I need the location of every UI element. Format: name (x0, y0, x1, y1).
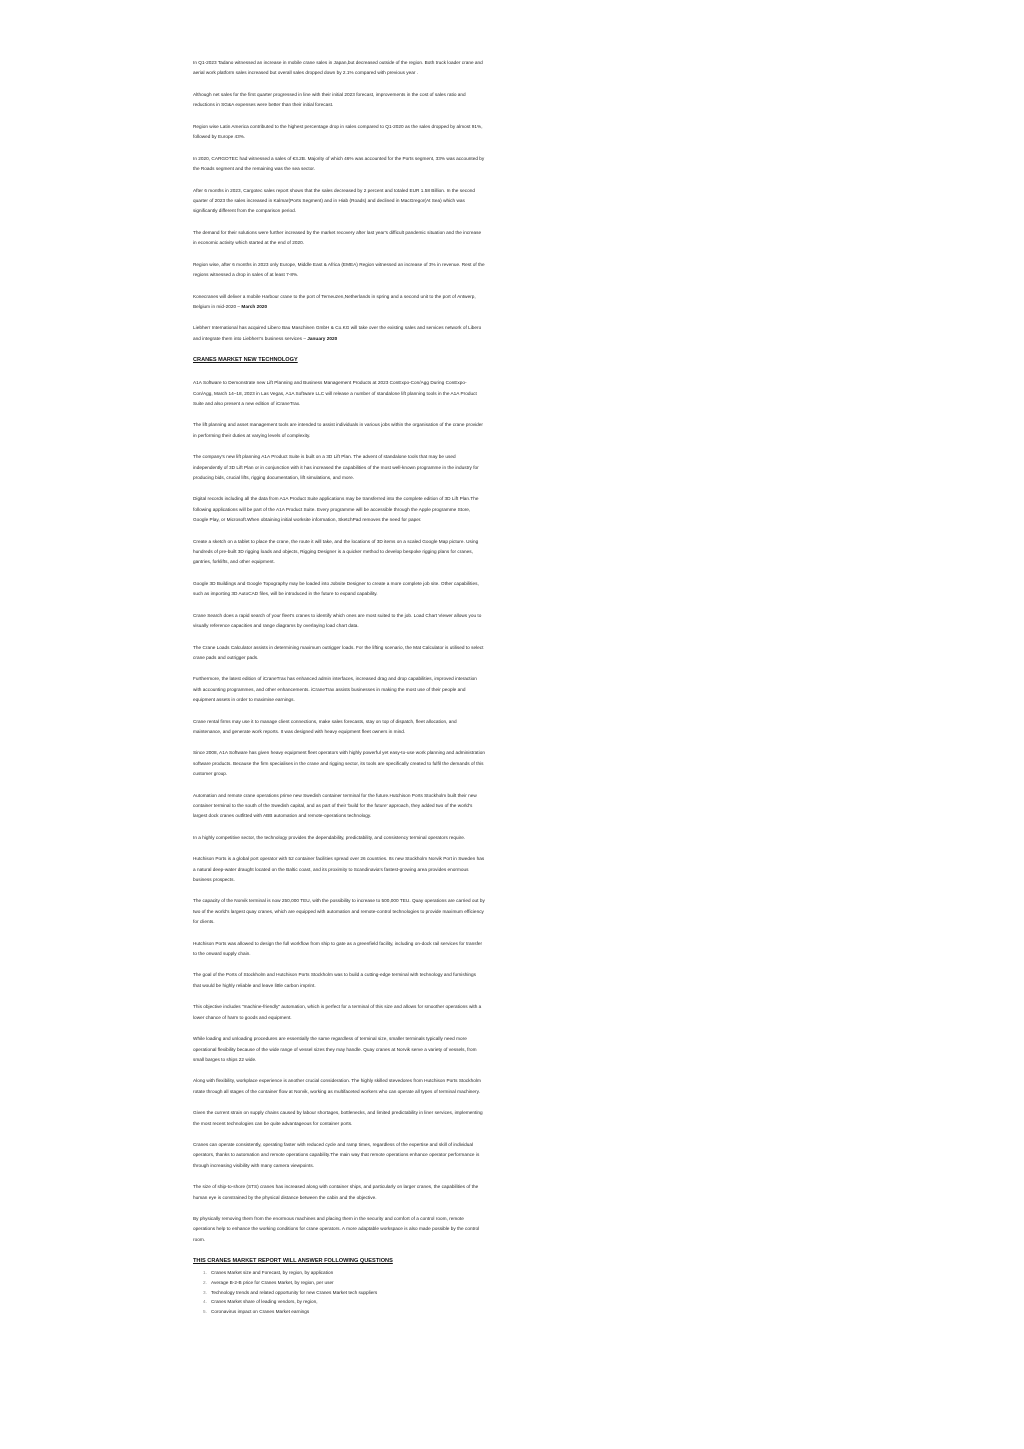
konecranes-paragraph (193, 292, 485, 312)
paragraph: The demand for their solutions were further increased by the market recovery after last year's difficult pandemic situation and the increase in economic activity which started at the end of 2020. (193, 229, 482, 245)
liebherr-paragraph (193, 323, 485, 343)
paragraph: Digital records including all the data from A1A Product Suite applications may be transferred into the complete edition of 3D Lift Plan.The following applications will be part of the A1A Product Suite. Every programme will be accessible through the Apple programme Store, Google Play, or Microsoft.When obtaining initial worksite information, SketchPad removes the need for paper. (193, 496, 479, 522)
paragraph: Hutchison Ports was allowed to design the full workflow from ship to gate as a greenfield facility, including on-dock rail services for transfer to the onward supply chain. (193, 940, 483, 956)
paragraph: Along with flexibility, workplace experience is another crucial consideration. The highly skilled stevedores from Hutchison Ports Stockholm rotate through all stages of the container flow at Norvik, working as multifaceted workers who can operate all types of terminal machinery. (193, 1078, 481, 1094)
paragraph: Automation and remote crane operations prime new Swedish container terminal for the future.Hutchison Ports Stockholm built their new container terminal to the south of the Swedish capital, and as part of their 'build for the future' approach, they added two of the world's largest dock cranes outfitted with ABB automation and remote-operations technology. (193, 792, 477, 818)
section-heading-technology: CRANES MARKET NEW TECHNOLOGY (193, 357, 298, 364)
paragraph: This objective includes "machine-friendly" automation, which is perfect for a terminal of this size and allows for smoother operations with a lower chance of harm to goods and equipment. (193, 1004, 482, 1020)
paragraph: Hutchison Ports is a global port operator with 52 container facilities spread over 26 countries. Its new Stockholm Norvik Port in Sweden has a natural deep-water draught located on the Baltic coast, and its proximity to Scandinavia's fastest-growing area provides enormous business prospects. (193, 856, 485, 882)
paragraph: In 2020, CARGOTEC had witnessed a sales of €3.2B. Majority of which 46% was accounted for the Ports segment, 33% was accounted by the Roads segment and the remaining was the sea sector. (193, 155, 485, 171)
paragraph: Region wise Latin America contributed to the highest percentage drop in sales compared to Q1-2020 as the sales dropped by almost 91%, followed by Europe 43%. (193, 123, 483, 140)
paragraph: Furthermore, the latest edition of iCraneTrax has enhanced admin interfaces, increased drag and drop capabilities, improved interaction with accounting programmes, and other enhancements. iCraneTrax assists businesses in making the most use of their people and equipment assets in order to maximise earnings. (193, 676, 477, 702)
liebherr-text: Liebherr International has acquired Libero Bau Maschinen GmbH & Co.KG will take over the existing sales and services network of Libero and integrate them into Liebherr's business services – (193, 325, 482, 341)
list-item-text: Technology trends and related opportunity for new Cranes Market tech suppliers (211, 1289, 378, 1295)
list-item (203, 1288, 485, 1298)
paragraph: While loading and unloading procedures are essentially the same regardless of terminal size, smaller terminals typically need more operational flexibility because of the wide range of vessel sizes they may handle. Quay cranes at Norvik serve a variety of vessels, from small barges to ships 22 wide. (193, 1036, 477, 1062)
paragraph: The capacity of the Norvik terminal is now 250,000 TEU, with the possibility to increase to 500,000 TEU. Quay operations are carried out by two of the world's largest quay cranes, which are equipped with automation and remote-control technologies to provide maximum efficiency for clients. (193, 898, 485, 924)
paragraph: Crane rental firms may use it to manage client connections, make sales forecasts, stay on top of dispatch, fleet allocation, and maintenance, and generate work reports. It was designed with heavy equipment fleet owners in mind. (193, 718, 457, 734)
list-item-text: Coronavirus impact on Cranes Market earnings (211, 1308, 310, 1314)
paragraph: A1A Software to Demonstrate new Lift Planning and Business Management Products at 2023 ConExpo-Con/Agg During ConExpo-Con/Agg, March 14–18, 2023 in Las Vegas, A1A Software LLC will release a number of standalone lift planning tools in the A1A Product Suite and also present a new edition of iCraneTrax. (193, 380, 477, 406)
paragraph: In a highly competitive sector, the technology provides the dependability, predictability, and consistency terminal operators require. (193, 834, 466, 840)
konecranes-date: March 2020 (241, 303, 268, 309)
list-item (203, 1268, 485, 1278)
paragraph: The lift planning and asset management tools are intended to assist individuals in various jobs within the organisation of the crane provider in performing their duties at varying levels of complexity. (193, 422, 483, 438)
paragraph: The company's new lift planning A1A Product Suite is built on a 3D Lift Plan. The advent of standalone tools that may be used independently of 3D Lift Plan or in conjunction with it has increased the capabilities of the most well-known programme in the industry for producing bids, crucial lifts, rigging documentation, lift simulations, and more. (193, 454, 479, 480)
list-item (203, 1297, 485, 1307)
paragraph: Region wise, after 6 months in 2023 only Europe, Middle East & Africa (EMEA) Region witnessed an increase of 3% in revenue. Rest of the regions witnessed a drop in sales of at least 7-8%. (193, 261, 485, 277)
paragraph: Crane Search does a rapid search of your fleet's cranes to identify which ones are most suited to the job. Load Chart Viewer allows you to visually reference capacities and range diagrams by overlaying load chart data. (193, 612, 482, 628)
konecranes-text: Konecranes will deliver a mobile Harbour crane to the port of Terneuzen,Netherlands in spring and a second unit to the port of Antwerp, Belgium in mid-2020 – (193, 293, 476, 309)
technology-section (193, 378, 485, 1244)
paragraph: The Crane Loads Calculator assists in determining maximum outrigger loads. For the lifting scenario, the Mat Calculator is utilised to select crane pads and outrigger pads. (193, 644, 484, 660)
list-item-text: Cranes Market share of leading vendors, by region, (211, 1299, 318, 1305)
paragraph: After 6 months in 2023, Cargotec sales report shows that the sales decreased by 2 percent and totaled EUR 1.58 Billion. In the second quarter of 2023 the sales increased in Kalmar(Ports Segment) and in Hiab (Roads) and declined in MacGregor(At Sea) which was significantly different from the comparison period. (193, 187, 475, 214)
document-body (193, 58, 485, 1316)
section-heading-questions: THIS CRANES MARKET REPORT WILL ANSWER FOLLOWING QUESTIONS (193, 1258, 393, 1265)
list-item (203, 1307, 485, 1317)
liebherr-date: January 2020 (307, 335, 338, 341)
paragraph: Since 2008, A1A Software has given heavy equipment fleet operators with highly powerful yet easy-to-use work planning and administration software products. Because the firm specialises in the crane and rigging sector, its tools are specifically created to fulfil the demands of this customer group. (193, 750, 485, 776)
list-item-number: 1. (203, 1270, 207, 1276)
paragraph: Although net sales for the first quarter progressed in line with their initial 2023 forecast, improvements in the cost of sales ratio and reductions in SG&A expenses were better than their initial forecast. (193, 91, 466, 108)
paragraph: Cranes can operate consistently, operating faster with reduced cycle and ramp times, regardless of the expertise and skill of individual operators, thanks to automation and remote operations capability.The main way that remote operations enhance operator performance is through increasing visibility with many camera viewpoints. (193, 1142, 480, 1168)
list-item-number: 4. (203, 1299, 207, 1305)
paragraph: Given the current strain on supply chains caused by labour shortages, bottlenecks, and limited predictability in liner services, implementing the most recent technologies can be quite advantageous for container ports. (193, 1110, 483, 1126)
list-item-text: Average B-2-B price for Cranes Market, by region, per user (211, 1279, 334, 1285)
list-item-text: Cranes Market size and Forecast, by region, by application (211, 1270, 334, 1276)
list-item-number: 3. (203, 1289, 207, 1295)
paragraph: Create a sketch on a tablet to place the crane, the route it will take, and the locations of 3D items on a scaled Google Map picture. Using hundreds of pre-built 3D rigging loads and objects, Rigging Designer is a quicker method to develop bespoke rigging plans for cranes, gantries, forklifts, and other equipment. (193, 538, 479, 564)
paragraph: The goal of the Ports of Stockholm and Hutchison Ports Stockholm was to build a cutting-edge terminal with technology and furnishings that would be highly reliable and leave little carbon imprint. (193, 972, 477, 988)
list-item (203, 1278, 485, 1288)
paragraph: Google 3D Buildings and Google Topography may be loaded into Jobsite Designer to create a more complete job site. Other capabilities, such as importing 3D AutoCAD files, will be introduced in the future to expand capability. (193, 580, 479, 596)
questions-list (193, 1268, 485, 1316)
list-item-number: 2. (203, 1279, 207, 1285)
paragraph: In Q1-2023 Tadano witnessed an increase in mobile crane sales in Japan,but decreased outside of the region. Both truck loader crane and aerial work platform sales increased but overall sales dropped down by 2.1% compared with previous year . (193, 60, 483, 76)
paragraph: The size of ship-to-shore (STS) cranes has increased along with container ships, and particularly on larger cranes, the capabilities of the human eye is constrained by the physical distance between the cabin and the objective. (193, 1184, 479, 1200)
list-item-number: 5. (203, 1308, 207, 1314)
paragraph: By physically removing them from the enormous machines and placing them in the security and comfort of a control room, remote operations help to enhance the working conditions for crane operators. A more adaptable workspace is also made possible by the control room. (193, 1216, 480, 1242)
